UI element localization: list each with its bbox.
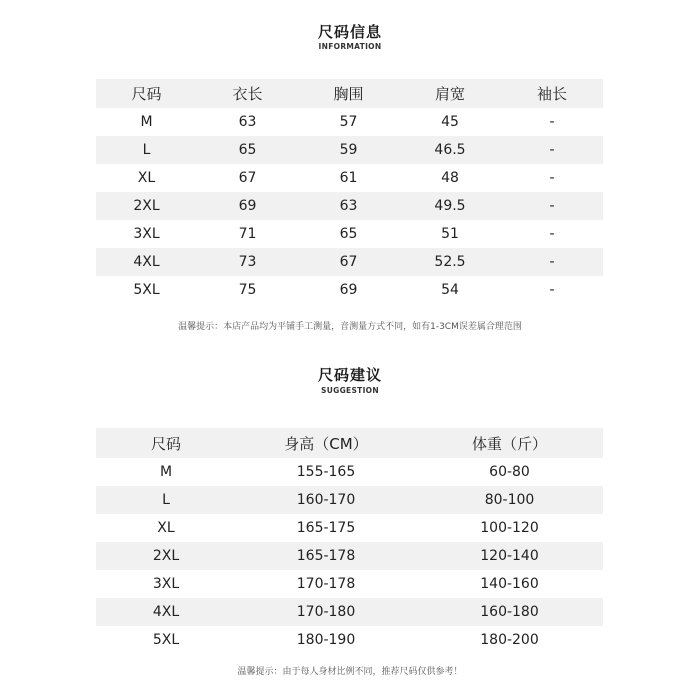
info-header-length: 衣长	[197, 79, 298, 108]
table-cell: -	[501, 136, 603, 164]
table-cell: 57	[339, 114, 358, 130]
table-cell: 63	[238, 114, 257, 130]
table-cell: 2XL	[96, 192, 197, 220]
table-row	[96, 570, 603, 598]
table-cell: -	[549, 226, 555, 242]
info-header-sleeve: 袖长	[501, 79, 603, 108]
table-cell: 51	[441, 226, 459, 242]
suggestion-tip: 温馨提示：由于每人身材比例不同，推荐尺码仅供参考！	[237, 667, 463, 677]
table-row	[96, 276, 603, 304]
table-cell: 2XL	[96, 542, 236, 570]
table-cell: M	[140, 114, 153, 130]
table-cell: 170-178	[296, 576, 356, 592]
table-cell: -	[549, 282, 555, 298]
table-cell: 165-178	[236, 542, 416, 570]
table-cell: -	[501, 248, 603, 276]
table-cell: -	[549, 170, 555, 186]
suggestion-table-header-row	[96, 428, 603, 458]
table-cell: 69	[339, 282, 358, 298]
table-cell: 5XL	[152, 632, 180, 648]
table-cell: 60-80	[489, 464, 530, 480]
table-row	[96, 164, 603, 192]
table-cell: 3XL	[133, 226, 160, 242]
table-cell: XL	[157, 520, 175, 536]
table-cell: 63	[298, 192, 399, 220]
table-cell: 54	[441, 282, 459, 298]
table-cell: 67	[238, 170, 257, 186]
table-cell: 80-100	[416, 486, 603, 514]
table-cell: -	[549, 114, 555, 130]
info-subtitle: INFORMATION	[318, 42, 382, 51]
table-cell: 61	[339, 170, 358, 186]
table-cell: 46.5	[399, 136, 501, 164]
table-cell: 155-165	[296, 464, 356, 480]
suggestion-subtitle: SUGGESTION	[321, 386, 379, 395]
info-size-table	[96, 79, 603, 304]
suggestion-header-size: 尺码	[96, 428, 236, 458]
table-cell: 4XL	[96, 598, 236, 626]
table-cell: 160-180	[416, 598, 603, 626]
table-row	[96, 192, 603, 220]
table-row	[96, 514, 603, 542]
info-header-size: 尺码	[96, 79, 197, 108]
table-row	[96, 542, 603, 570]
table-cell: L	[96, 486, 236, 514]
table-row	[96, 220, 603, 248]
table-cell: 65	[197, 136, 298, 164]
table-row	[96, 458, 603, 486]
info-header-shoulder: 肩宽	[399, 79, 501, 108]
table-cell: L	[96, 136, 197, 164]
table-cell: 170-180	[236, 598, 416, 626]
suggestion-title: 尺码建议	[317, 366, 382, 384]
table-cell: 45	[441, 114, 459, 130]
table-cell: 75	[238, 282, 257, 298]
table-cell: 180-190	[296, 632, 356, 648]
table-cell: 3XL	[152, 576, 180, 592]
table-cell: XL	[137, 170, 156, 186]
table-cell: 180-200	[480, 632, 539, 648]
table-cell: -	[501, 192, 603, 220]
suggestion-header-height: 身高（CM）	[236, 428, 416, 458]
table-row	[96, 248, 603, 276]
table-cell: 48	[441, 170, 459, 186]
table-cell: M	[159, 464, 173, 480]
table-cell: 4XL	[96, 248, 197, 276]
table-cell: 65	[339, 226, 358, 242]
table-row	[96, 108, 603, 136]
table-cell: 5XL	[133, 282, 160, 298]
info-title: 尺码信息	[317, 23, 382, 41]
info-header-chest: 胸围	[298, 79, 399, 108]
table-cell: 71	[238, 226, 257, 242]
suggestion-size-table	[96, 428, 603, 654]
table-cell: 165-175	[296, 520, 356, 536]
table-cell: 59	[298, 136, 399, 164]
table-cell: 140-160	[480, 576, 539, 592]
table-row	[96, 136, 603, 164]
table-row	[96, 486, 603, 514]
table-cell: 120-140	[416, 542, 603, 570]
table-cell: 67	[298, 248, 399, 276]
table-cell: 52.5	[399, 248, 501, 276]
table-cell: 73	[197, 248, 298, 276]
info-tip: 温馨提示：本店产品均为平铺手工测量，音测量方式不同，如有1-3CM误差属合理范围	[178, 322, 522, 332]
table-cell: 100-120	[480, 520, 539, 536]
table-cell: 49.5	[399, 192, 501, 220]
suggestion-header-weight: 体重（斤）	[416, 428, 603, 458]
table-row	[96, 598, 603, 626]
info-table-header-row	[96, 79, 603, 108]
table-cell: 69	[197, 192, 298, 220]
table-row	[96, 626, 603, 654]
table-cell: 160-170	[236, 486, 416, 514]
